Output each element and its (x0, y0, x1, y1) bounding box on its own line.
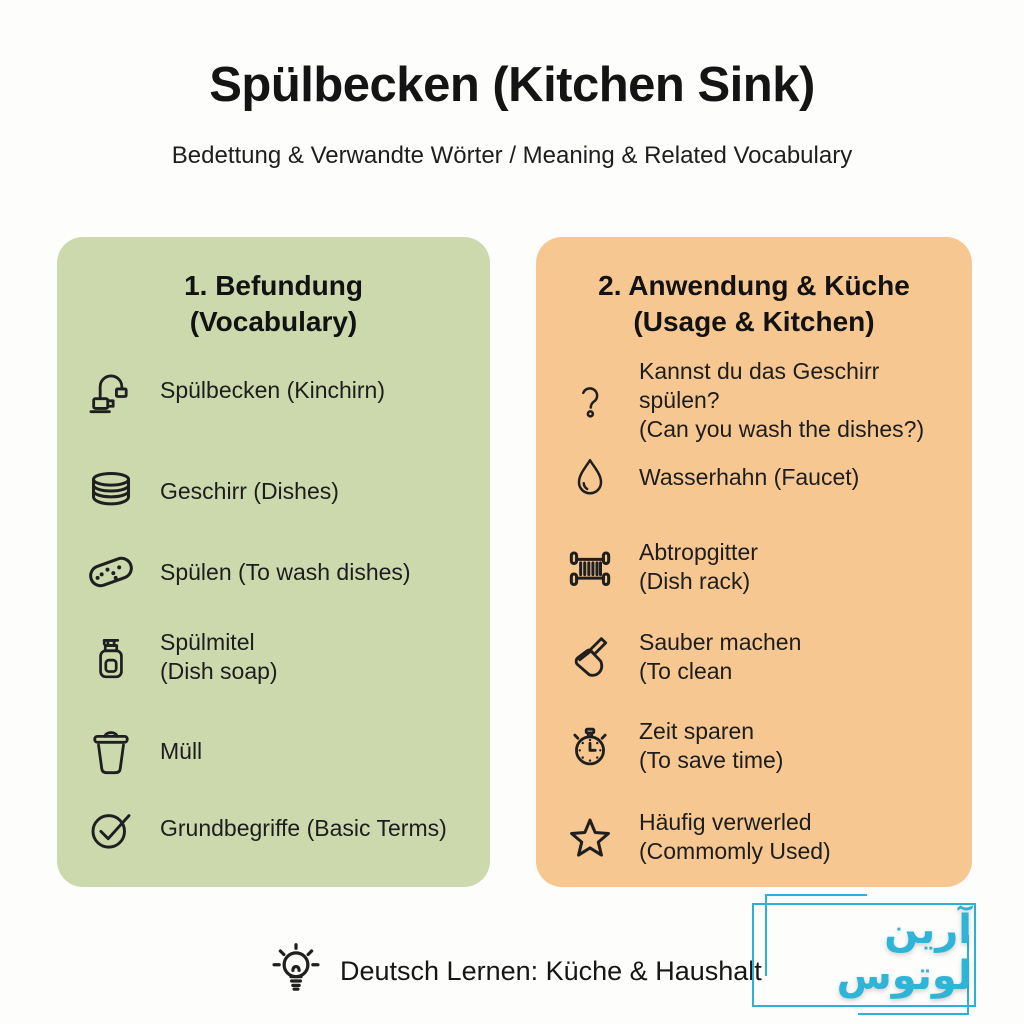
list-item (560, 446, 958, 508)
list-item-text: Grundbegriffe (Basic Terms) (160, 814, 447, 841)
list-item-text: Sauber machen (639, 629, 802, 655)
list-item-text2: (Dish soap) (160, 658, 278, 684)
dishes-stack-icon (81, 463, 141, 519)
list-item (81, 460, 476, 522)
list-item-label (639, 717, 783, 775)
list-item-text: Häufig verwerled (639, 809, 812, 835)
sponge-icon (81, 544, 141, 600)
usage-card (536, 237, 972, 887)
list-item-text: Abtropgitter (639, 539, 758, 565)
list-item (560, 626, 958, 688)
list-item-label (160, 737, 202, 766)
list-item (560, 357, 958, 442)
vocabulary-card (57, 237, 490, 887)
usage-card-title-line1: 2. Anwendung & Küche (598, 270, 910, 301)
list-item (81, 626, 476, 688)
list-item-text2: (Commomly Used) (639, 838, 831, 864)
stopwatch-icon (560, 720, 620, 772)
dish-rack-icon (560, 539, 620, 595)
page-subtitle: Bedettung & Verwandte Wörter / Meaning & Related Vocabulary (171, 142, 853, 169)
list-item-text: Spülen (To wash dishes) (160, 558, 411, 585)
trash-can-icon (81, 725, 141, 777)
list-item-text: Spülbecken (Kinchirn) (160, 376, 386, 403)
water-drop-icon (560, 454, 620, 500)
lightbulb-icon (266, 939, 326, 1003)
page-title: Spülbecken (Kitchen Sink) (209, 58, 815, 112)
list-item-text: Zeit sparen (639, 718, 755, 744)
footer-text: Deutsch Lernen: Küche & Haushalt (340, 955, 762, 986)
list-item (81, 797, 476, 859)
list-item-label (639, 357, 958, 444)
vocabulary-card-title (57, 268, 490, 340)
vocabulary-card-title-line1: 1. Befundung (184, 270, 363, 301)
vocabulary-card-title-line2: (Vocabulary) (189, 306, 358, 337)
list-item-text2: (Can you wash the dishes?) (639, 415, 925, 442)
list-item (81, 541, 476, 603)
usage-card-title (536, 268, 972, 340)
list-item-text: Kannst du das Geschirr spülen? (639, 357, 880, 413)
dustpan-icon (560, 631, 620, 683)
list-item-label (639, 538, 758, 596)
list-item (560, 715, 958, 777)
list-item-text2: (Dish rack) (639, 568, 751, 594)
logo-text: آرین لوتوس (836, 907, 972, 999)
brand-logo (745, 886, 1017, 1020)
footer (266, 931, 762, 1011)
list-item-text: Geschirr (Dishes) (160, 477, 339, 504)
list-item-text2: (To clean (639, 658, 733, 684)
list-item-label (160, 376, 385, 405)
list-item (560, 806, 958, 868)
list-item-label (160, 628, 278, 686)
list-item (81, 359, 476, 421)
list-item-label (160, 477, 339, 506)
star-icon (560, 809, 620, 865)
soap-bottle-icon (81, 632, 141, 682)
list-item-text2: (To save time) (639, 747, 784, 773)
list-item-text: Müll (160, 737, 203, 764)
list-item-text: Spülmitel (160, 629, 255, 655)
list-item-label (639, 808, 831, 866)
list-item-label (160, 814, 447, 843)
check-circle-icon (81, 801, 141, 855)
faucet-icon (81, 364, 141, 416)
list-item (560, 536, 958, 598)
list-item-label (160, 558, 411, 587)
list-item (81, 720, 476, 782)
question-mark-icon (560, 377, 620, 423)
list-item-label (639, 463, 859, 492)
list-item-label (639, 628, 801, 686)
usage-card-title-line2: (Usage & Kitchen) (633, 306, 875, 337)
list-item-text: Wasserhahn (Faucet) (639, 463, 860, 490)
